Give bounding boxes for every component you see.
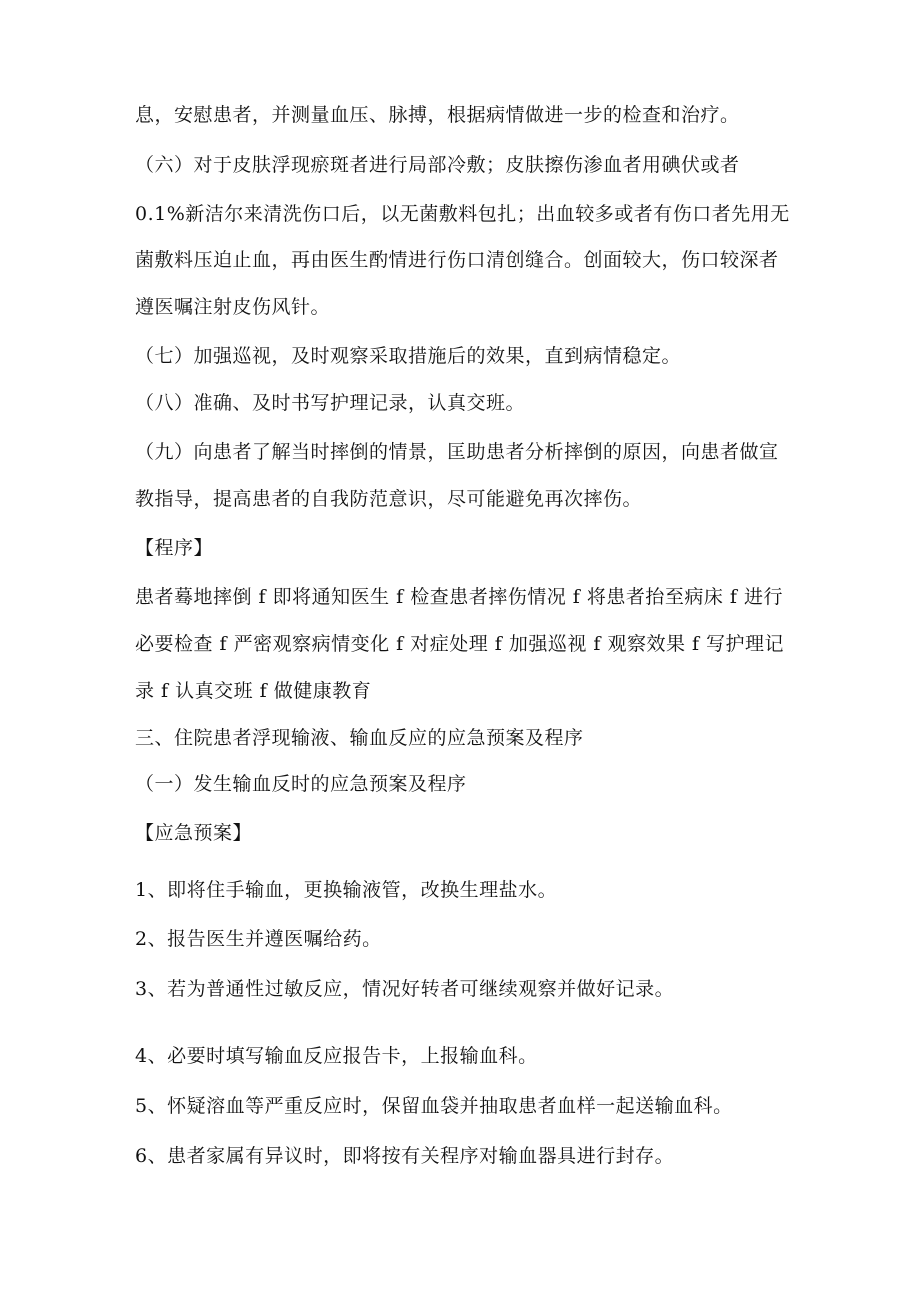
paragraph-line: （六）对于皮肤浮现瘀斑者进行局部冷敷；皮肤擦伤渗血者用碘伏或者	[135, 154, 740, 176]
paragraph-line: 遵医嘱注射皮伤风针。	[135, 296, 331, 318]
paragraph-line: 教指导，提高患者的自我防范意识，尽可能避免再次摔伤。	[135, 488, 643, 510]
paragraph-line: 患者蓦地摔倒 f 即将通知医生 f 检查患者摔伤情况 f 将患者抬至病床 f 进行	[135, 586, 783, 608]
list-item: 5、怀疑溶血等严重反应时，保留血袋并抽取患者血样一起送输血科。	[135, 1095, 733, 1117]
list-item: 2、报告医生并遵医嘱给药。	[135, 928, 382, 950]
section-heading: 三、住院患者浮现输液、输血反应的应急预案及程序	[135, 727, 584, 749]
list-item: 4、必要时填写输血反应报告卡，上报输血科。	[135, 1045, 538, 1067]
paragraph-line: （八）准确、及时书写护理记录，认真交班。	[135, 392, 526, 414]
paragraph-line: 菌敷料压迫止血，再由医生酌情进行伤口清创缝合。创面较大，伤口较深者	[135, 249, 779, 271]
section-heading: 【程序】	[135, 537, 214, 559]
list-item: 1、即将住手输血，更换输液管，改换生理盐水。	[135, 879, 558, 901]
list-item: 3、若为普通性过敏反应，情况好转者可继续观察并做好记录。	[135, 978, 675, 1000]
subsection-heading: （一）发生输血反时的应急预案及程序	[135, 773, 467, 795]
paragraph-line: 息，安慰患者，并测量血压、脉搏，根据病情做进一步的检查和治疗。	[135, 104, 740, 126]
paragraph-line: （九）向患者了解当时摔倒的情景，匡助患者分析摔倒的原因，向患者做宣	[135, 441, 779, 463]
paragraph-line: （七）加强巡视，及时观察采取措施后的效果，直到病情稳定。	[135, 345, 682, 367]
paragraph-line: 0.1%新洁尔来清洗伤口后，以无菌敷料包扎；出血较多或者有伤口者先用无	[135, 203, 790, 225]
paragraph-line: 录 f 认真交班 f 做健康教育	[135, 680, 372, 702]
list-item: 6、患者家属有异议时，即将按有关程序对输血器具进行封存。	[135, 1145, 675, 1167]
paragraph-line: 必要检查 f 严密观察病情变化 f 对症处理 f 加强巡视 f 观察效果 f 写护理记	[135, 633, 785, 655]
section-heading: 【应急预案】	[135, 822, 253, 844]
